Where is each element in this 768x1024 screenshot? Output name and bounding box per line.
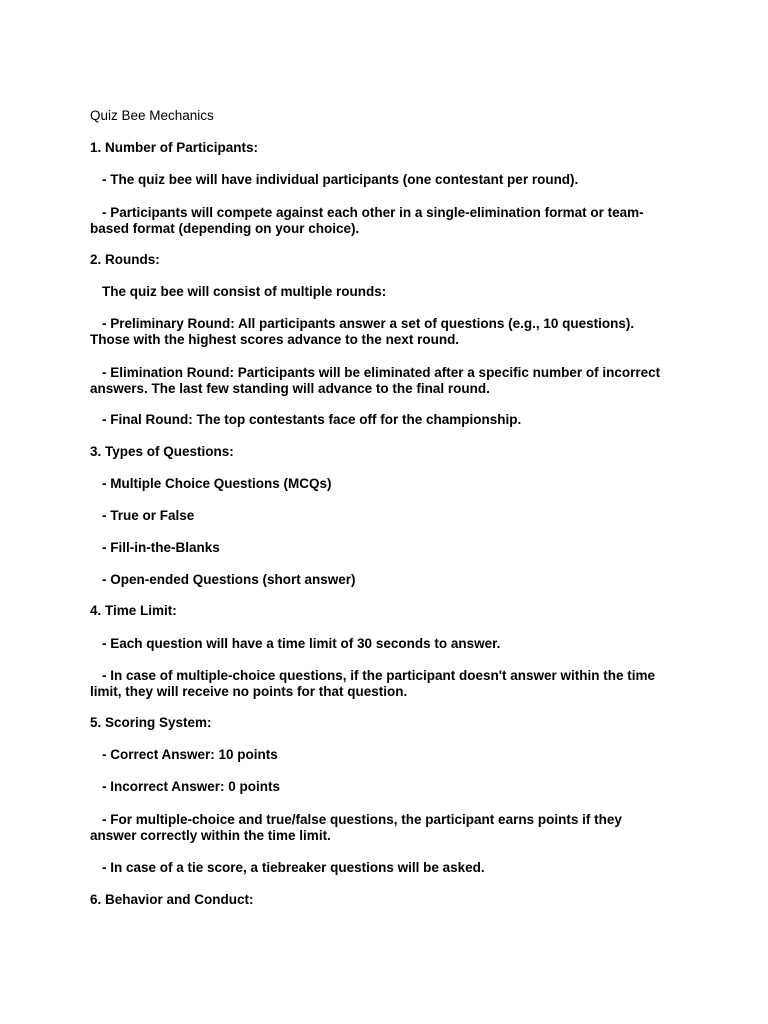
paragraph-scoring-rule-line2: answer correctly within the time limit. <box>90 828 331 843</box>
section-heading-time-limit: 4. Time Limit: <box>90 603 177 618</box>
list-item-open-ended: - Open-ended Questions (short answer) <box>102 572 356 587</box>
paragraph-correct-answer: - Correct Answer: 10 points <box>102 747 278 762</box>
paragraph-participants-1: - The quiz bee will have individual participants (one contestant per round). <box>102 172 579 187</box>
paragraph-preliminary-line1: - Preliminary Round: All participants answer a set of questions (e.g., 10 questions). <box>102 316 635 331</box>
section-heading-scoring: 5. Scoring System: <box>90 715 212 730</box>
list-item-fill-in-blanks: - Fill-in-the-Blanks <box>102 540 220 555</box>
paragraph-final-round: - Final Round: The top contestants face off for the championship. <box>102 412 522 427</box>
paragraph-preliminary-line2: Those with the highest scores advance to the next round. <box>90 332 460 347</box>
paragraph-elimination-line1: - Elimination Round: Participants will be eliminated after a specific number of incorrect <box>102 365 661 380</box>
paragraph-time-limit-2-line1: - In case of multiple-choice questions, if the participant doesn't answer within the time <box>102 668 656 683</box>
paragraph-incorrect-answer: - Incorrect Answer: 0 points <box>102 779 281 794</box>
section-heading-behavior: 6. Behavior and Conduct: <box>90 892 254 907</box>
paragraph-time-limit-2-line2: limit, they will receive no points for that question. <box>90 684 408 699</box>
document-title: Quiz Bee Mechanics <box>90 108 214 123</box>
section-heading-participants: 1. Number of Participants: <box>90 140 259 155</box>
paragraph-participants-2-line1: - Participants will compete against each other in a single-elimination format or team- <box>102 205 644 220</box>
paragraph-participants-2-line2: based format (depending on your choice). <box>90 221 360 236</box>
list-item-true-false: - True or False <box>102 508 195 523</box>
paragraph-scoring-rule-line1: - For multiple-choice and true/false questions, the participant earns points if they <box>102 812 622 827</box>
section-heading-rounds: 2. Rounds: <box>90 252 160 267</box>
paragraph-time-limit-1: - Each question will have a time limit of 30 seconds to answer. <box>102 636 501 651</box>
list-item-mcq: - Multiple Choice Questions (MCQs) <box>102 476 332 491</box>
paragraph-elimination-line2: answers. The last few standing will advance to the final round. <box>90 381 490 396</box>
section-heading-question-types: 3. Types of Questions: <box>90 444 234 459</box>
paragraph-rounds-intro: The quiz bee will consist of multiple rounds: <box>102 284 387 299</box>
paragraph-tiebreaker: - In case of a tie score, a tiebreaker questions will be asked. <box>102 860 485 875</box>
